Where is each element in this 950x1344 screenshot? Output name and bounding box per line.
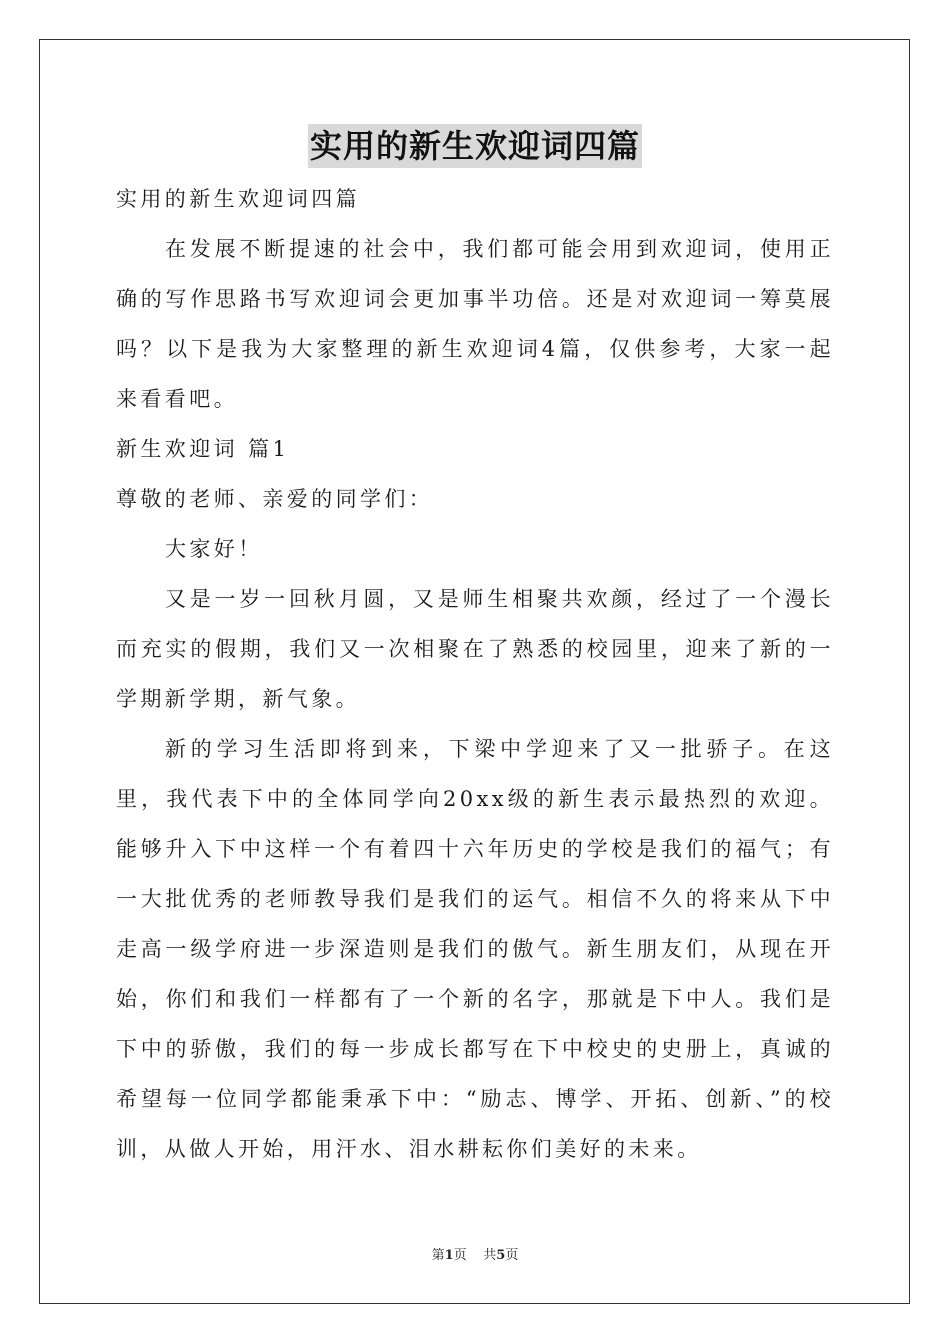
footer-page-number: 1 [444,1248,454,1263]
paragraph-body-1: 又是一岁一回秋月圆，又是师生相聚共欢颜，经过了一个漫长而充实的假期，我们又一次相聚在了熟悉的校园里，迎来了新的一学期新学期，新气象。 [116,587,834,711]
footer-total-suffix: 页 [505,1248,519,1263]
footer-page-suffix: 页 [453,1248,467,1263]
paragraph-greeting: 大家好！ [165,537,263,561]
footer-page-prefix: 第 [431,1248,445,1263]
document-title: 实用的新生欢迎词四篇 [308,124,642,168]
document-body [116,174,834,1174]
paragraph-intro: 在发展不断提速的社会中，我们都可能会用到欢迎词，使用正确的写作思路书写欢迎词会更加事半功倍。还是对欢迎词一筹莫展吗？以下是我为大家整理的新生欢迎词4篇，仅供参考，大家一起来看看吧。 [116,237,834,411]
paragraph-body-2: 新的学习生活即将到来，下梁中学迎来了又一批骄子。在这里，我代表下中的全体同学向20xx级的新生表示最热烈的欢迎。能够升入下中这样一个有着四十六年历史的学校是我们的福气；有一大批优秀的老师教导我们是我们的运气。相信不久的将来从下中走高一级学府进一步深造则是我们的傲气。新生朋友们，从现在开始，你们和我们一样都有了一个新的名字，那就是下中人。我们是下中的骄傲，我们的每一步成长都写在下中校史的史册上，真诚的希望每一位同学都能秉承下中：“励志、博学、开拓、创新、”的校训，从做人开始，用汗水、泪水耕耘你们美好的未来。 [116,737,834,1161]
footer-total-pages: 5 [496,1248,506,1263]
title-container [0,124,950,168]
footer-total-prefix: 共 [483,1248,497,1263]
paragraph-salutation: 尊敬的老师、亲爱的同学们： [116,487,434,511]
section-heading: 新生欢迎词 篇1 [116,437,290,461]
paragraph-subtitle: 实用的新生欢迎词四篇 [116,187,360,211]
page-footer [0,1246,950,1266]
